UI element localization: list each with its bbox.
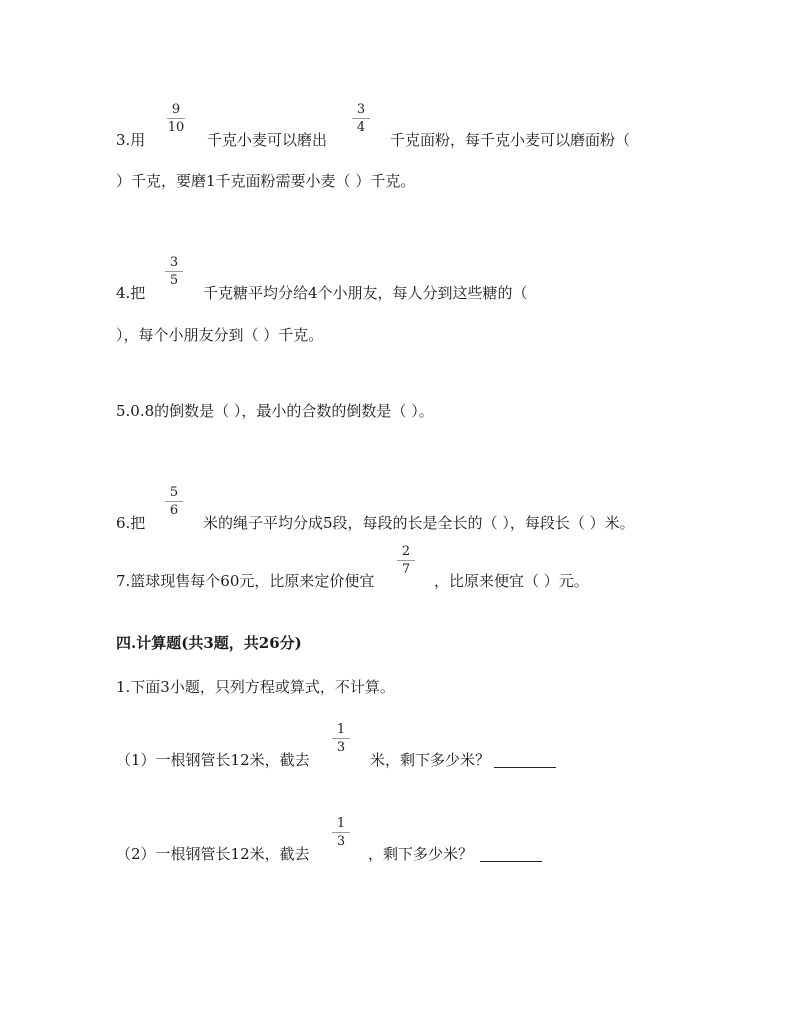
sub2-fraction: [331, 817, 351, 849]
q3-fraction-2-numerator: 3: [356, 102, 366, 117]
sub2-fraction-numerator: 1: [336, 816, 346, 831]
sub1-fraction-denominator: 3: [336, 740, 346, 755]
q3-prefix: 3.用: [116, 131, 146, 149]
q3-fraction-1-denominator: 10: [167, 120, 185, 135]
sub2-fraction-denominator: 3: [336, 834, 346, 849]
fraction-bar: [352, 118, 370, 119]
q5-text: 5.0.8的倒数是（ ），最小的合数的倒数是（ ）。: [116, 402, 434, 420]
sub2-answer-blank[interactable]: [480, 861, 542, 862]
sub1-fraction: [331, 723, 351, 755]
q7-fraction-numerator: 2: [401, 544, 411, 559]
fraction-bar: [165, 271, 183, 272]
section-4-heading: 四.计算题(共3题，共26分): [116, 634, 302, 652]
sub2-prefix: （2）一根钢管长12米，截去: [116, 845, 310, 863]
q4-fraction-numerator: 3: [169, 255, 179, 270]
q4-fraction-denominator: 5: [169, 273, 179, 288]
section-4-q1-intro: 1.下面3小题，只列方程或算式，不计算。: [116, 678, 395, 696]
fraction-bar: [332, 738, 350, 739]
q3-fraction-1-numerator: 9: [171, 102, 181, 117]
q3-suffix: 千克面粉，每千克小麦可以磨面粉（: [390, 131, 631, 149]
q3-middle-text: 千克小麦可以磨出: [207, 131, 328, 149]
fraction-bar: [397, 560, 415, 561]
q6-prefix: 6.把: [116, 514, 146, 532]
q4-suffix: 千克糖平均分给4个小朋友，每人分到这些糖的（: [203, 284, 528, 302]
q7-fraction-denominator: 7: [401, 562, 411, 577]
q3-line-2: ）千克，要磨1千克面粉需要小麦（ ）千克。: [116, 172, 416, 190]
sub1-answer-blank[interactable]: [494, 767, 556, 768]
q7-suffix: ，比原来便宜（ ）元。: [434, 572, 589, 590]
q3-fraction-2-denominator: 4: [356, 120, 366, 135]
fraction-bar: [165, 501, 183, 502]
q4-prefix: 4.把: [116, 284, 146, 302]
q6-fraction-denominator: 6: [169, 503, 179, 518]
sub1-prefix: （1）一根钢管长12米，截去: [116, 751, 310, 769]
fraction-bar: [167, 118, 185, 119]
sub1-fraction-numerator: 1: [336, 722, 346, 737]
sub1-suffix: 米，剩下多少米？: [370, 751, 491, 769]
q3-fraction-1: [166, 103, 186, 135]
q4-fraction: [164, 256, 184, 288]
fraction-bar: [332, 832, 350, 833]
q6-fraction: [164, 486, 184, 518]
q7-fraction: [396, 545, 416, 577]
q6-fraction-numerator: 5: [169, 485, 179, 500]
q4-line-2: ），每个小朋友分到（ ）千克。: [116, 326, 324, 344]
q6-suffix: 米的绳子平均分成5段，每段的长是全长的（ ），每段长（ ）米。: [203, 514, 635, 532]
q3-fraction-2: [351, 103, 371, 135]
sub2-suffix: ，剩下多少米？: [368, 845, 474, 863]
q7-prefix: 7.篮球现售每个60元，比原来定价便宜: [116, 572, 375, 590]
